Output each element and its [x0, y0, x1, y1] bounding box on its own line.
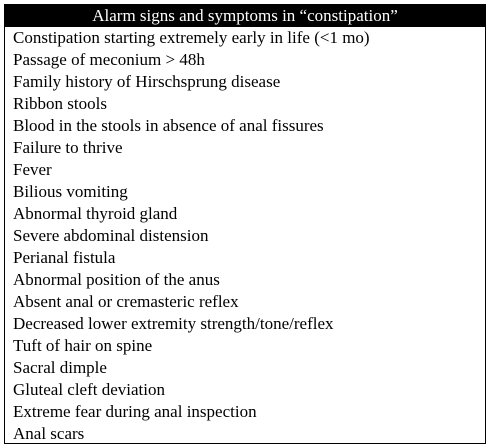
table-row: Sacral dimple: [13, 358, 107, 377]
table-row: Ribbon stools: [13, 94, 107, 113]
table-row: Passage of meconium > 48h: [13, 50, 205, 69]
table-row: Abnormal thyroid gland: [13, 204, 178, 223]
table-row: Tuft of hair on spine: [13, 336, 153, 355]
table-row: Perianal fistula: [13, 248, 116, 267]
table-row: Gluteal cleft deviation: [13, 380, 165, 399]
table-row: Blood in the stools in absence of anal fissures: [13, 116, 324, 135]
table-body: [5, 27, 485, 445]
table-row: Decreased lower extremity strength/tone/reflex: [13, 314, 334, 333]
table-row: Severe abdominal distension: [13, 226, 209, 245]
table-row: Fever: [13, 160, 52, 179]
table-row: Failure to thrive: [13, 138, 123, 157]
table-title: Alarm signs and symptoms in “constipation”: [5, 5, 485, 27]
table-row: Anal scars: [13, 424, 85, 443]
table-row: Absent anal or cremasteric reflex: [13, 292, 239, 311]
table-row: Family history of Hirschsprung disease: [13, 72, 281, 91]
alarm-signs-table: [4, 4, 486, 444]
table-row: Extreme fear during anal inspection: [13, 402, 257, 421]
table-row: Constipation starting extremely early in life (<1 mo): [13, 28, 370, 47]
table-row: Abnormal position of the anus: [13, 270, 220, 289]
table-row: Bilious vomiting: [13, 182, 128, 201]
